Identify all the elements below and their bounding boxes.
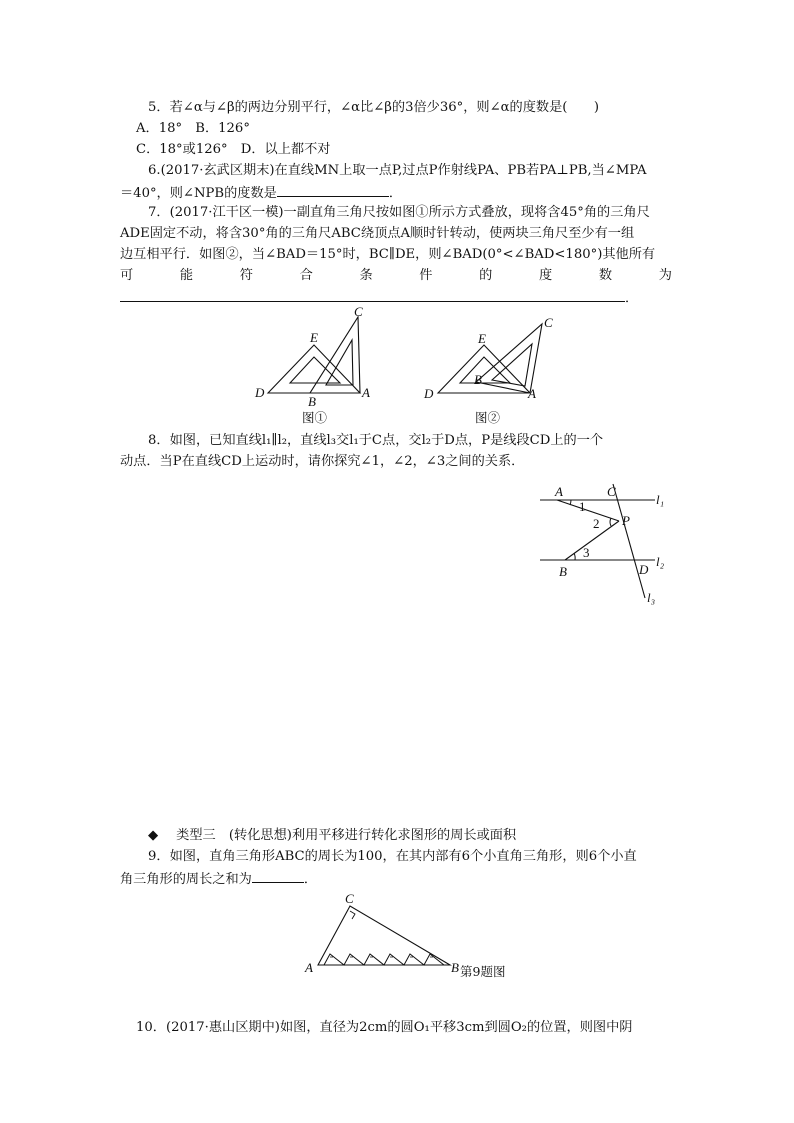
label-d: D [255,385,265,400]
label-c: C [607,484,616,499]
q7-word: 的 [479,268,493,283]
q9-figure-caption: 第9题图 [460,964,506,979]
q9-line2-text: 角三角形的周长之和为 [120,872,252,887]
label-p: P [622,513,630,528]
q7-word: 数 [598,268,613,283]
q7-word: 能 [179,268,194,283]
q8-line2: 动点．当P在直线CD上运动时，请你探究∠1，∠2，∠3之间的关系． [120,454,525,469]
label-l2: l₂ [656,554,665,569]
q9-line1: 9．如图，直角三角形ABC的周长为100，在其内部有6个小直角三角形，则6个小直 [148,849,637,864]
q7-word: 符 [239,268,253,283]
q7-word: 件 [419,268,433,283]
q5-options-cd: C．18°或126° D．以上都不对 [136,142,331,157]
line-l3 [613,484,645,598]
triangle-ade-inner [290,357,340,383]
right-angle-mark [350,911,355,919]
label-c: C [345,891,354,906]
q7-word: 度 [539,268,553,283]
q7-line2: ADE固定不动，将含30°角的三角尺ABC绕顶点A顺时针转动，使两块三角尺至少有一组 [120,226,635,241]
section-heading [148,826,516,846]
label-d: D [424,386,434,401]
angle-2-arc [610,518,611,526]
section-title: 类型三 (转化思想)利用平移进行转化求图形的周长或面积 [176,828,517,843]
q8-figure [535,478,685,608]
q8-line1: 8．如图，已知直线l₁∥l₂，直线l₃交l₁于C点，交l₂于D点，P是线段CD上的一个 [148,433,604,448]
q6-line1: 6.(2017·玄武区期末)在直线MN上取一点P,过点P作射线PA、PB若PA⊥PB,当∠MPA [148,163,647,178]
q5-stem: 5．若∠α与∠β的两边分别平行，∠α比∠β的3倍少36°，则∠α的度数是( ) [148,100,599,115]
q7-word: 为 [658,268,672,283]
q6-line2 [120,182,402,204]
q9-answer-blank [252,868,304,883]
q10-line1: 10．(2017·惠山区期中)如图，直径为2cm的圆O₁平移3cm到圆O₂的位置，则图中阴 [136,1020,633,1035]
q7-line3: 边互相平行．如图②，当∠BAD＝15°时，BC∥DE，则∠BAD(0°<∠BAD<180°)其他所有 [120,247,656,262]
q7-figure-2-caption: 图② [475,410,501,425]
q6-line2-text: ＝40°，则∠NPB的度数是 [120,186,277,201]
diamond-bullet-icon: ◆ [148,828,159,843]
q7-line5-end: ． [625,291,639,306]
q5-options-ab: A．18° B．126° [136,121,250,136]
label-e: E [310,330,318,345]
q7-figure-1-caption: 图① [302,410,328,425]
q7-answer-blank [120,287,625,302]
label-angle-1: 1 [579,499,586,514]
label-c: C [354,305,363,319]
label-a: A [362,385,370,400]
label-e: E [478,331,486,346]
q7-word: 可 [120,268,134,283]
label-b: B [559,564,567,579]
triangle-abc [318,906,450,965]
q7-line1: 7．(2017·江干区一模)一副直角三角尺按如图①所示方式叠放，现将含45°角的三角尺 [148,205,650,220]
q7-line4 [120,266,672,286]
q7-figure-1 [250,305,380,410]
label-angle-3: 3 [583,545,590,560]
label-c: C [544,315,553,330]
label-a: A [555,484,563,499]
q7-word: 合 [299,268,313,283]
label-a: A [305,960,313,975]
q7-word: 条 [359,268,373,283]
triangle-ade-outer [438,345,530,393]
label-b: B [474,372,482,387]
label-l1: l₁ [656,492,665,507]
label-d: D [639,562,649,577]
segment-ap [557,500,619,521]
angle-3-arc [574,553,575,560]
q6-line2-end: ． [388,186,403,201]
label-l3: l₃ [647,590,656,605]
label-b: B [451,960,459,975]
q9-line2 [120,868,317,890]
label-a: A [528,386,536,401]
label-angle-2: 2 [593,516,600,531]
q7-figure-2 [418,310,563,410]
q9-line2-end: ． [303,872,318,887]
small-triangles-staircase [324,954,444,965]
label-b: B [308,394,316,409]
segment-bp [565,521,619,560]
q6-answer-blank [277,182,389,197]
